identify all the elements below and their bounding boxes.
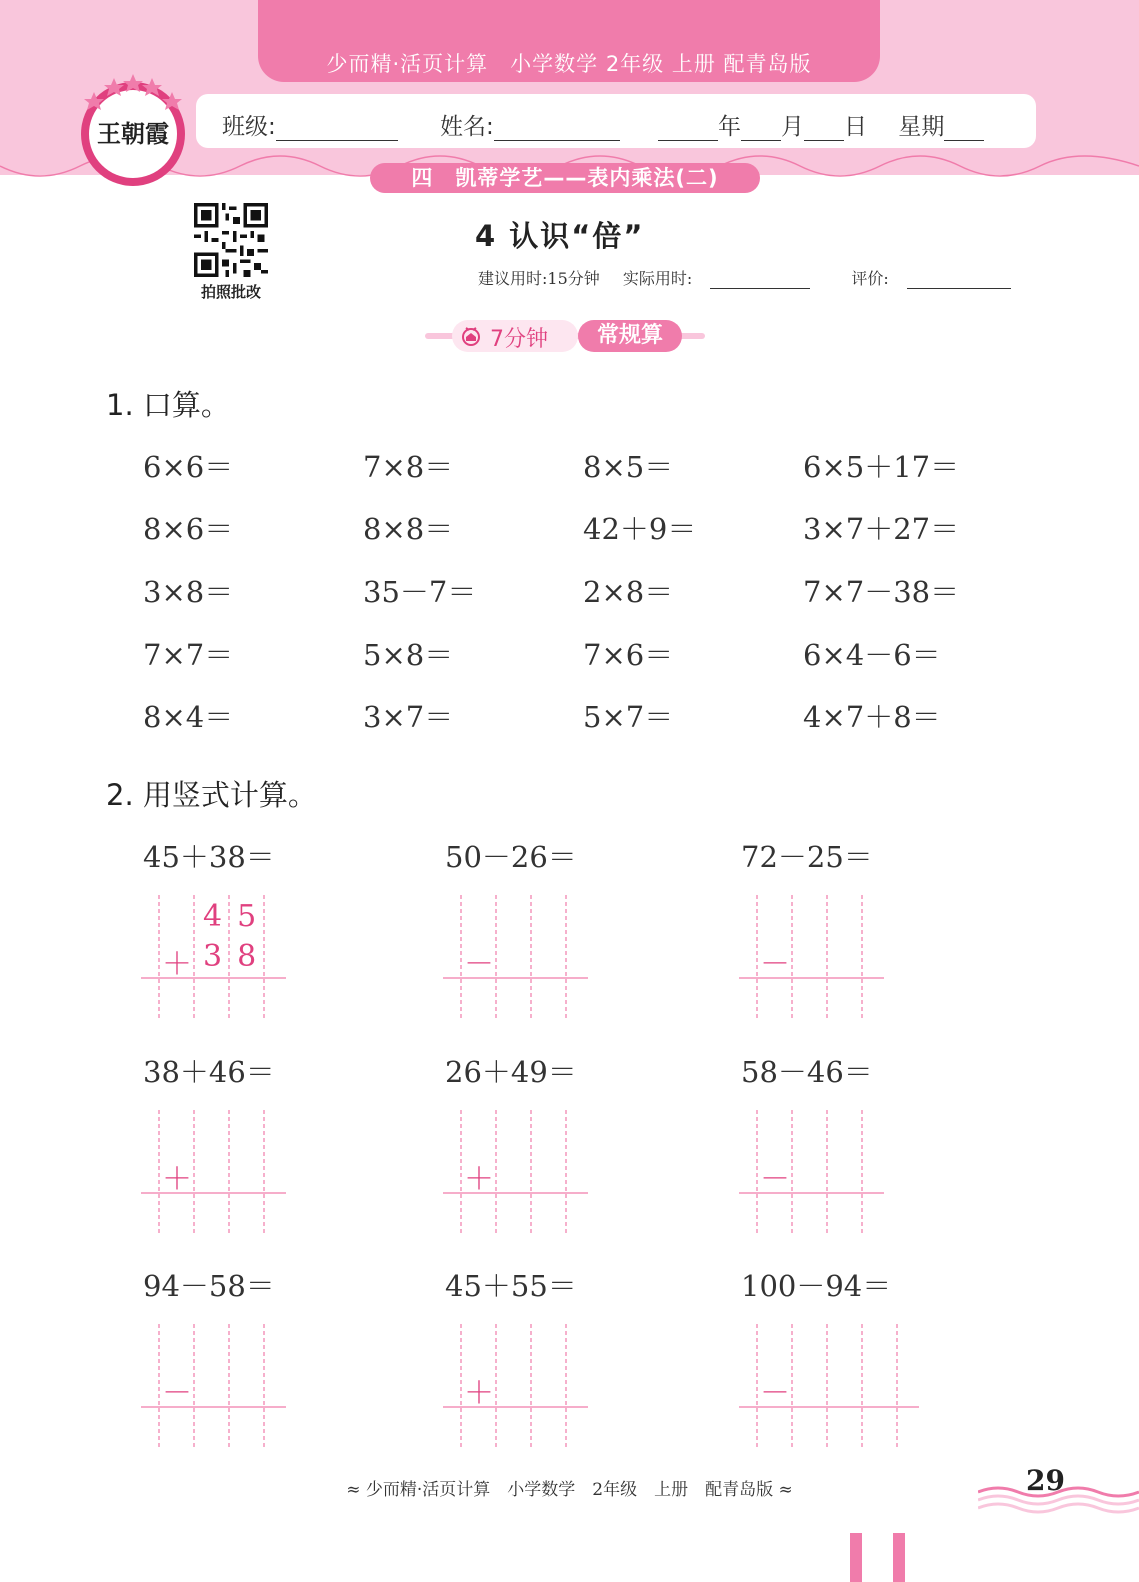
- brand-logo: [74, 70, 192, 188]
- rating-blank[interactable]: [907, 272, 1011, 289]
- oral-calc-item[interactable]: 6×5＋17＝: [803, 450, 960, 484]
- side-tab-mark: [850, 1533, 862, 1582]
- oral-calc-item[interactable]: 7×6＝: [583, 638, 674, 672]
- day-blank[interactable]: [804, 118, 844, 141]
- rating[interactable]: [851, 269, 1028, 288]
- operator-sign: ＋: [464, 1162, 494, 1197]
- vertical-calc-expression: 26＋49＝: [445, 1055, 577, 1089]
- operator-sign: ＋: [162, 947, 192, 982]
- oral-calc-item[interactable]: 4×7＋8＝: [803, 700, 941, 734]
- example-top-number: 45: [203, 899, 272, 934]
- operator-sign: ＋: [464, 1376, 494, 1411]
- unit-title: 四 凯蒂学艺——表内乘法(二): [370, 163, 760, 193]
- page-number: 29: [1026, 1464, 1065, 1497]
- oral-calc-item[interactable]: 7×7＝: [143, 638, 234, 672]
- oral-calc-item[interactable]: 3×8＝: [143, 575, 234, 609]
- example-bottom-number: 38: [203, 939, 272, 974]
- month-blank[interactable]: [741, 118, 781, 141]
- oral-calc-item[interactable]: 7×7－38＝: [803, 575, 960, 609]
- time-line: [478, 266, 1047, 289]
- name-field[interactable]: [440, 108, 620, 141]
- vertical-calc-expression: 38＋46＝: [143, 1055, 275, 1089]
- oral-calc-item[interactable]: 2×8＝: [583, 575, 674, 609]
- suggested-time: 建议用时:15分钟: [478, 269, 600, 288]
- name-blank[interactable]: [494, 118, 620, 141]
- oral-calc-item[interactable]: 35－7＝: [363, 575, 477, 609]
- vertical-calc-expression: 58－46＝: [741, 1055, 873, 1089]
- vertical-calc-expression: 45＋38＝: [143, 840, 275, 874]
- oral-calc-item[interactable]: 8×4＝: [143, 700, 234, 734]
- operator-sign: －: [464, 947, 494, 982]
- vertical-calc-expression: 94－58＝: [143, 1269, 275, 1303]
- vertical-calc-expression: 50－26＝: [445, 840, 577, 874]
- series-title: 少而精·活页计算 小学数学 2年级 上册 配青岛版: [326, 52, 812, 76]
- footer-text: ≈ 少而精·活页计算 小学数学 2年级 上册 配青岛版 ≈: [346, 1480, 793, 1500]
- month-label: 月: [781, 114, 804, 140]
- class-field[interactable]: [222, 108, 398, 141]
- side-tab-mark: [893, 1533, 905, 1582]
- actual-time[interactable]: [623, 269, 828, 288]
- oral-calc-item[interactable]: 3×7＋27＝: [803, 512, 960, 546]
- q1-title: 1. 口算。: [106, 388, 230, 422]
- oral-calc-item[interactable]: 7×8＝: [363, 450, 454, 484]
- vertical-calc-expression: 72－25＝: [741, 840, 873, 874]
- oral-calc-item[interactable]: 6×6＝: [143, 450, 234, 484]
- weekday-label: 星期: [898, 114, 945, 140]
- operator-sign: －: [760, 947, 790, 982]
- operator-sign: －: [162, 1376, 192, 1411]
- actual-time-blank[interactable]: [710, 272, 810, 289]
- operator-sign: ＋: [162, 1162, 192, 1197]
- oral-calc-item[interactable]: 5×8＝: [363, 638, 454, 672]
- clock-icon: [460, 325, 482, 347]
- lesson-title: 4 认识“倍”: [475, 219, 645, 253]
- logo-text: 王朝霞: [97, 119, 169, 148]
- oral-calc-item[interactable]: 3×7＝: [363, 700, 454, 734]
- q2-title: 2. 用竖式计算。: [106, 778, 317, 812]
- oral-calc-item[interactable]: 5×7＝: [583, 700, 674, 734]
- oral-calc-item[interactable]: 42＋9＝: [583, 512, 697, 546]
- year-label: 年: [718, 114, 741, 140]
- actual-time-label: 实际用时:: [622, 269, 693, 288]
- name-label: 姓名:: [440, 114, 494, 140]
- oral-calc-item[interactable]: 6×4－6＝: [803, 638, 941, 672]
- oral-calc-item[interactable]: 8×6＝: [143, 512, 234, 546]
- weekday-blank[interactable]: [944, 118, 984, 141]
- date-field[interactable]: [658, 108, 984, 141]
- qr-code-icon[interactable]: [194, 203, 268, 277]
- rating-label: 评价:: [851, 269, 889, 288]
- section-time: 7分钟: [490, 327, 548, 352]
- section-name: 常规算: [578, 320, 682, 352]
- vertical-calc-expression: 100－94＝: [741, 1269, 892, 1303]
- vertical-calc-expression: 45＋55＝: [445, 1269, 577, 1303]
- operator-sign: －: [760, 1376, 790, 1411]
- oral-calc-item[interactable]: 8×8＝: [363, 512, 454, 546]
- qr-label: 拍照批改: [200, 283, 261, 301]
- operator-sign: －: [760, 1162, 790, 1197]
- class-label: 班级:: [222, 114, 276, 140]
- day-label: 日: [844, 114, 867, 140]
- oral-calc-item[interactable]: 8×5＝: [583, 450, 674, 484]
- class-blank[interactable]: [276, 118, 398, 141]
- year-blank[interactable]: [658, 118, 718, 141]
